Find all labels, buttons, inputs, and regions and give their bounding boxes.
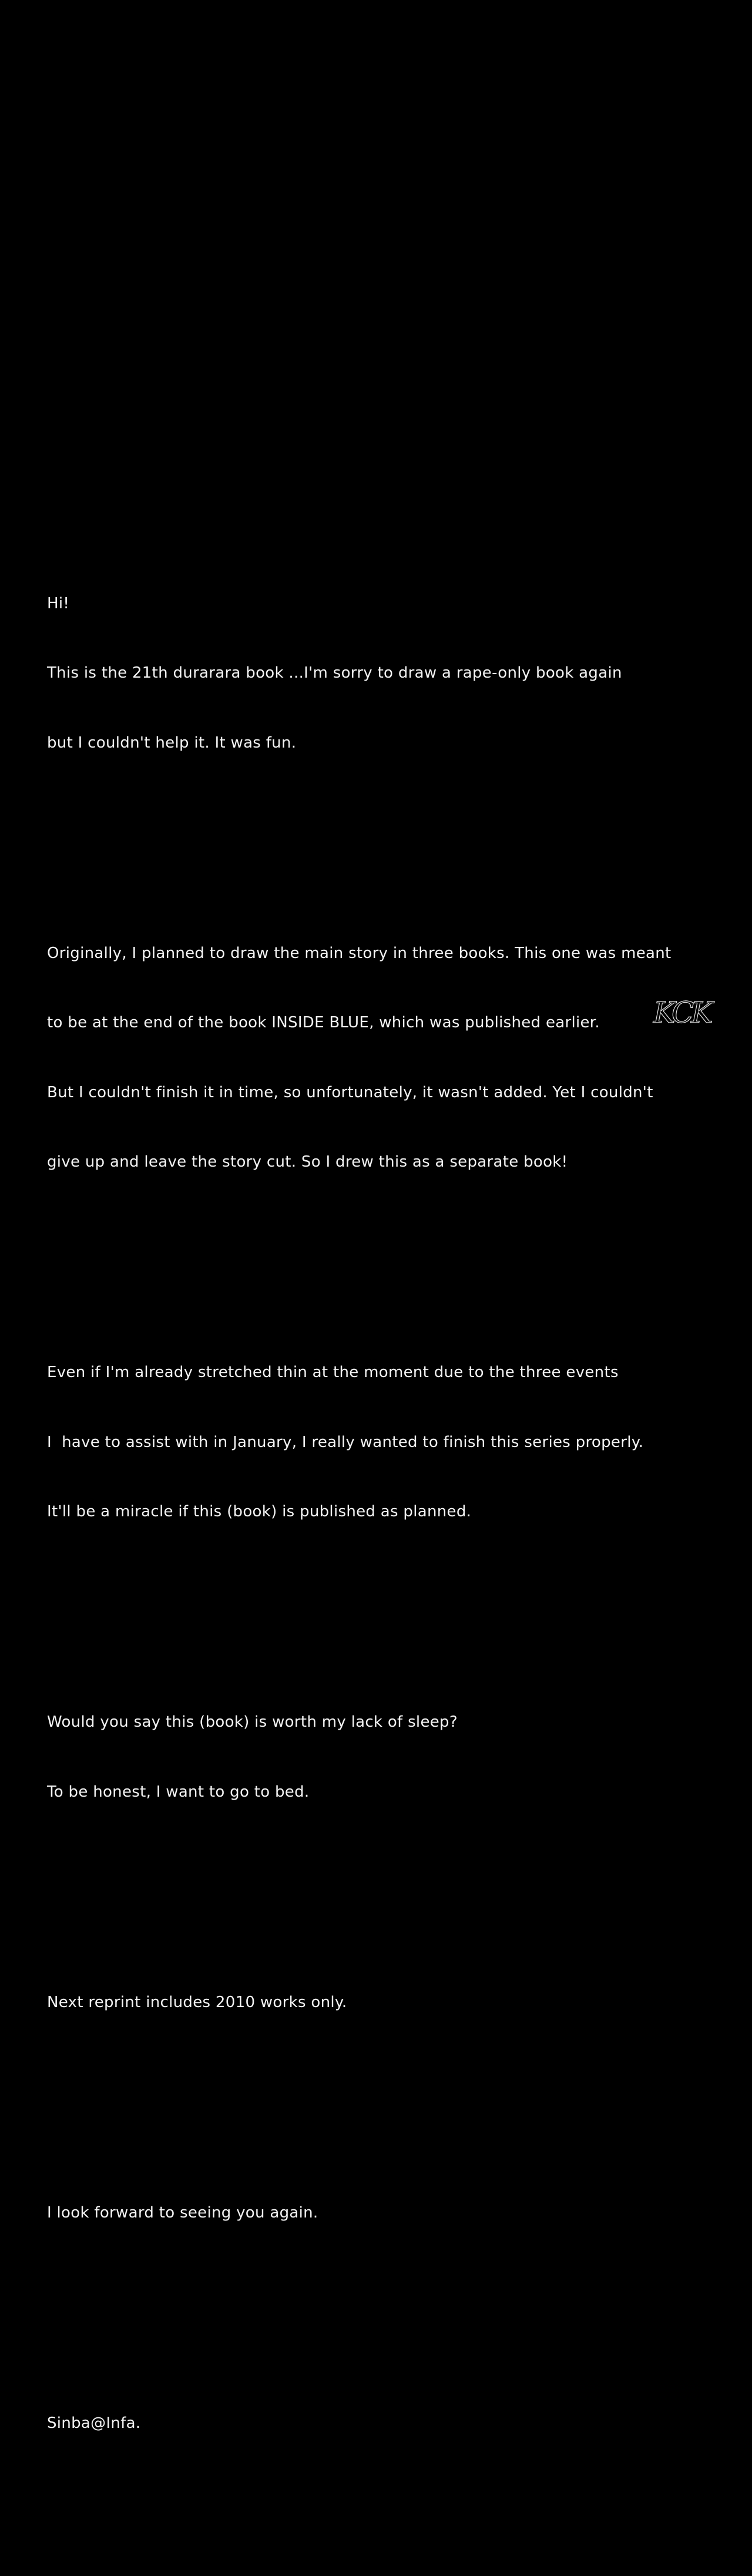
afterword-paragraph signature-line	[47, 2366, 711, 2482]
afterword-line: Would you say this (book) is worth my lack of sleep?	[47, 1713, 458, 1731]
afterword-paragraph	[47, 1945, 711, 2061]
afterword-paragraph	[47, 1664, 711, 1850]
afterword-line: I look forward to seeing you again.	[47, 2203, 318, 2222]
afterword-line: Originally, I planned to draw the main story in three books. This one was meant	[47, 944, 672, 962]
afterword-text-block	[47, 476, 711, 2576]
afterword-paragraph	[47, 1315, 711, 1570]
afterword-line: give up and leave the story cut. So I drew this as a separate book!	[47, 1153, 568, 1171]
afterword-line: Hi!	[47, 594, 70, 612]
afterword-line: To be honest, I want to go to bed.	[47, 1783, 310, 1801]
afterword-line: Even if I'm already stretched thin at the moment due to the three events	[47, 1364, 619, 1381]
afterword-line: but I couldn't help it. It was fun.	[47, 733, 297, 752]
afterword-line: to be at the end of the book INSIDE BLUE, which was published earlier.	[47, 1014, 600, 1031]
afterword-paragraph	[47, 546, 711, 802]
afterword-line: But I couldn't finish it in time, so unfortunately, it wasn't added. Yet I couldn't	[47, 1083, 653, 1101]
afterword-line: It'll be a miracle if this (book) is published as planned.	[47, 1503, 472, 1520]
afterword-paragraph	[47, 2155, 711, 2272]
author-signature-line: Sinba@Infa.	[47, 2414, 141, 2432]
afterword-line: Next reprint includes 2010 works only.	[47, 1993, 347, 2011]
signature-monogram: KCK	[653, 996, 710, 1030]
afterword-line: I have to assist with in January, I really wanted to finish this series properly.	[47, 1433, 644, 1451]
afterword-paragraph	[47, 896, 711, 1221]
afterword-line: This is the 21th durarara book ...I'm sorry to draw a rape-only book again	[47, 664, 622, 682]
